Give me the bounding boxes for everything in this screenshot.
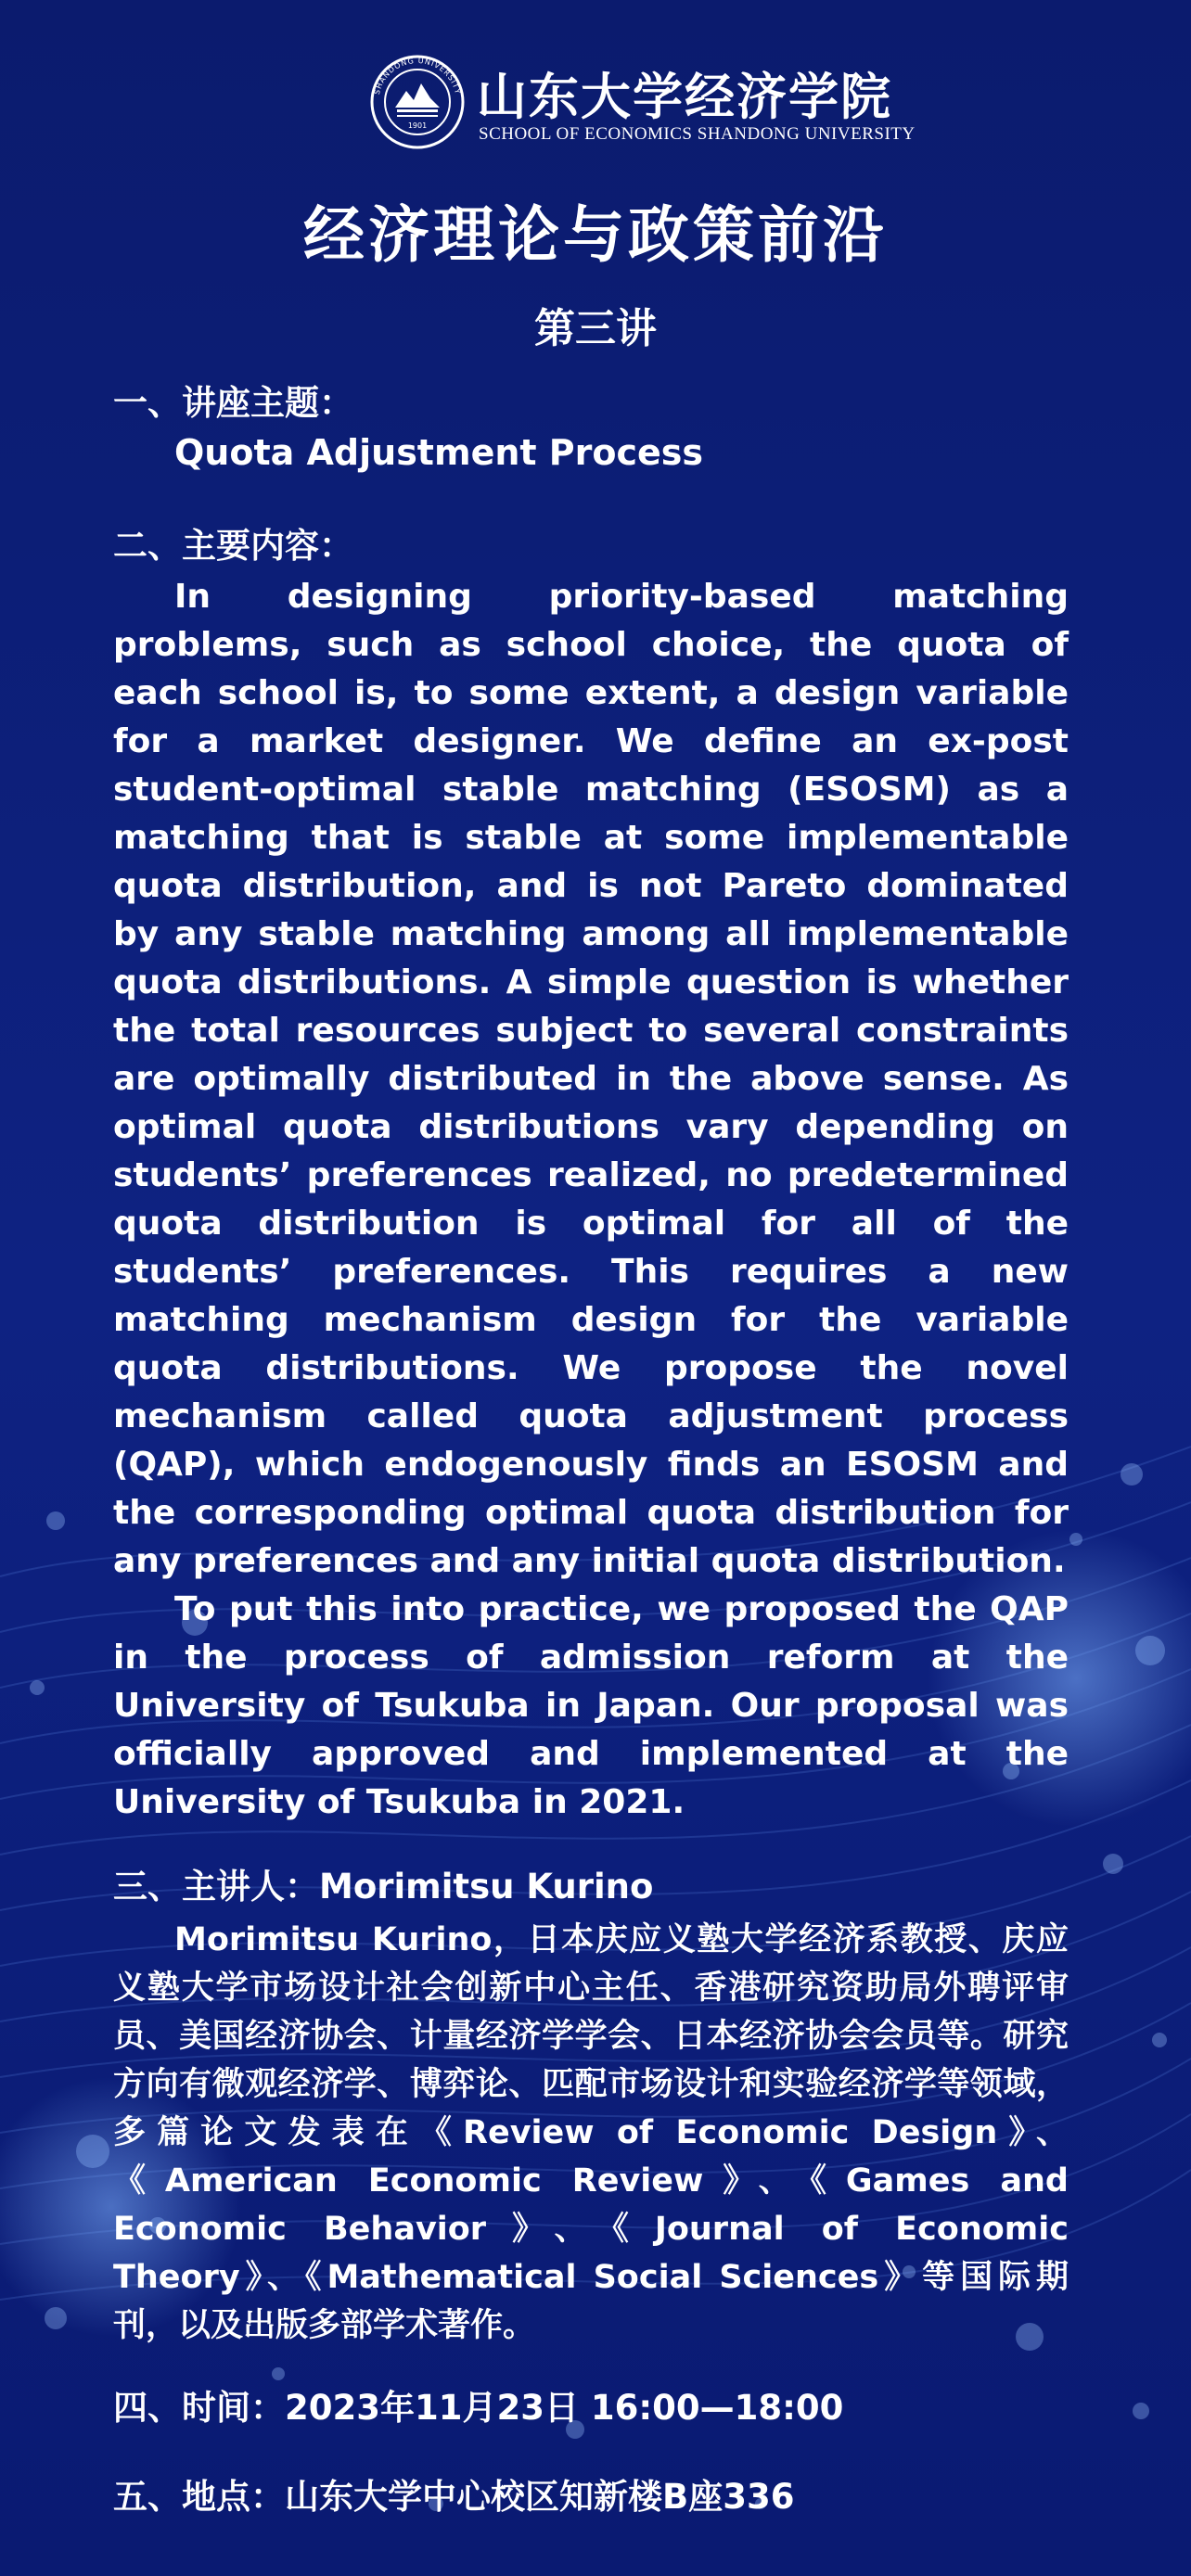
svg-text:SHANDONG UNIVERSITY: SHANDONG UNIVERSITY — [372, 56, 463, 96]
page-title: 经济理论与政策前沿 — [303, 198, 888, 271]
topic-text: Quota Adjustment Process — [174, 432, 704, 473]
svg-text:1901: 1901 — [407, 121, 428, 130]
speaker-heading: 三、主讲人：Morimitsu Kurino — [113, 1867, 654, 1906]
content-heading: 二、主要内容： — [113, 526, 353, 566]
school-name-cn: 山东大学经济学院 — [477, 67, 892, 126]
event-time: 四、时间：2023年11月23日 16:00—18:00 — [113, 2388, 844, 2428]
content-paragraph-1: In designing priority-based matching problems, such as school choice, the quota of each school is, to some extent, a design variable for a market designer. We define an ex-post student-optimal stable matching (ESOSM) as a matching that is stable at some implementable quota distribution, and is not Pareto dominated by any stable matching among all implementable quota distributions. A simple question is whether the total resources subject to several constraints are optimally distributed in the above sense. As optimal quota distributions vary depending on students’ preferences realized, no predetermined quota distribution is optimal for all of the students’ preferences. This requires a new matching mechanism design for the variable quota distributions. We propose the novel mechanism called quota adjustment process (QAP), which endogenously finds an ESOSM and the corresponding optimal quota distribution for any preferences and any initial quota distribution. — [113, 578, 1069, 1580]
topic-heading: 一、讲座主题： — [113, 383, 353, 423]
school-name-en: SCHOOL OF ECONOMICS SHANDONG UNIVERSITY — [479, 124, 916, 144]
header — [369, 54, 916, 156]
lecture-number: 第三讲 — [534, 305, 657, 352]
university-seal-icon — [369, 54, 466, 150]
speaker-bio: Morimitsu Kurino，日本庆应义塾大学经济系教授、庆应义塾大学市场设计社会创新中心主任、香港研究资助局外聘评审员、美国经济协会、计量经济学学会、日本经济协会会员等。研究方向有微观经济学、博弈论、匹配市场设计和实验经济学等领域，多篇论文发表在《Review of Economic Design》、《American Economic Review》、《Games and Economic Behavior》、《Journal of Economic Theory》、《Mathematical Social Sciences》等国际期刊，以及出版多部学术著作。 — [113, 1921, 1069, 2344]
event-location: 五、地点：山东大学中心校区知新楼B座336 — [113, 2477, 795, 2517]
content-paragraph-2: To put this into practice, we proposed the QAP in the process of admission reform at the University of Tsukuba in Japan. Our proposal was officially approved and implemented at the University of Tsukuba in 2021. — [113, 1590, 1069, 1821]
